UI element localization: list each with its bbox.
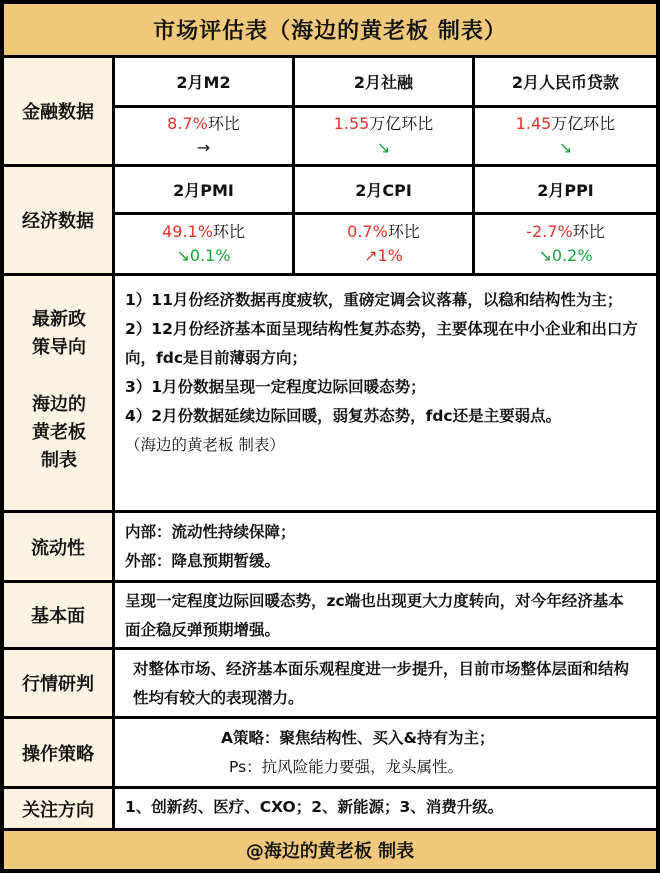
policy-note: （海边的黄老板 制表） — [125, 436, 285, 454]
financial-label: 金融数据 — [22, 102, 94, 123]
economic-value-pmi — [115, 215, 292, 273]
focus-text: 1、创新药、医疗、CXO；2、新能源；3、消费升级。 — [125, 798, 504, 816]
financial-value-m2 — [115, 108, 292, 164]
fundamentals-text: 呈现一定程度边际回暖态势，zc端也出现更大力度转向，对今年经济基本面企稳反弹预期增强。 — [125, 592, 624, 639]
fundamentals-label-cell: 基本面 — [4, 583, 112, 647]
value-suffix: 万亿环比 — [551, 114, 616, 133]
value-suffix: 环比 — [207, 114, 240, 133]
market-content-cell — [115, 650, 656, 716]
financial-value-rmb-loans — [475, 108, 656, 164]
economic-header-ppi: 2月PPI — [475, 167, 656, 212]
policy-line-1: 1）11月份经济数据再度疲软，重磅定调会议落幕，以稳和结构性为主； — [125, 291, 623, 309]
financial-header-rmb-loans: 2月人民币贷款 — [475, 58, 656, 105]
trend-down-icon: ↘ — [558, 138, 573, 157]
policy-line-3: 3）1月份数据呈现一定程度边际回暖态势； — [125, 378, 426, 396]
value-number: 49.1% — [162, 222, 213, 241]
liquidity-external: 外部：降息预期暂缓。 — [125, 552, 281, 570]
trend-down-icon: ↘ — [376, 138, 391, 157]
focus-content-cell — [115, 789, 656, 828]
policy-label-cell — [4, 276, 112, 510]
trend-down-icon: ↘ — [538, 246, 552, 265]
economic-header-pmi: 2月PMI — [115, 167, 292, 212]
financial-value-social-financing — [295, 108, 472, 164]
title-text: 市场评估表（海边的黄老板 制表） — [153, 19, 507, 44]
table-title — [4, 4, 656, 55]
trend-text: 1% — [377, 246, 403, 265]
economic-value-ppi — [475, 215, 656, 273]
policy-content-cell — [115, 276, 656, 510]
focus-label-cell: 关注方向 — [4, 789, 112, 828]
value-suffix: 环比 — [572, 222, 605, 241]
financial-header-m2: 2月M2 — [115, 58, 292, 105]
trend-down-icon: ↘ — [176, 246, 190, 265]
trend-flat-icon: → — [196, 138, 211, 157]
value-suffix: 万亿环比 — [369, 114, 434, 133]
liquidity-internal: 内部：流动性持续保障； — [125, 523, 296, 541]
economic-header-cpi: 2月CPI — [295, 167, 472, 212]
trend-text: 0.1% — [189, 246, 231, 265]
value-number: 0.7% — [347, 222, 388, 241]
economic-value-cpi — [295, 215, 472, 273]
policy-line-2: 2）12月份经济基本面呈现结构性复苏态势，主要体现在中小企业和出口方向，fdc是目前薄弱方向； — [125, 320, 638, 367]
value-number: 8.7% — [167, 114, 208, 133]
fundamentals-content-cell — [115, 583, 656, 647]
policy-line-4: 4）2月份数据延续边际回暖，弱复苏态势，fdc还是主要弱点。 — [125, 407, 562, 425]
value-number: 1.45 — [515, 114, 552, 133]
financial-header-social-financing: 2月社融 — [295, 58, 472, 105]
market-label-cell: 行情研判 — [4, 650, 112, 716]
strategy-line-2: Ps：抗风险能力要强，龙头属性。 — [229, 758, 464, 776]
strategy-content-cell — [115, 719, 656, 786]
value-suffix: 环比 — [212, 222, 245, 241]
footer-text: @海边的黄老板 制表 — [245, 841, 415, 862]
value-number: -2.7% — [526, 222, 573, 241]
financial-label-cell — [4, 58, 112, 164]
economic-label: 经济数据 — [22, 211, 94, 232]
table-footer — [4, 831, 656, 869]
policy-label: 最新政策导向 — [32, 309, 86, 358]
strategy-label-cell: 操作策略 — [4, 719, 112, 786]
trend-text: 0.2% — [551, 246, 593, 265]
liquidity-label-cell: 流动性 — [4, 513, 112, 580]
value-suffix: 环比 — [387, 222, 420, 241]
maker-label: 海边的黄老板制表 — [32, 394, 86, 471]
liquidity-content-cell — [115, 513, 656, 580]
market-text: 对整体市场、经济基本面乐观程度进一步提升，目前市场整体层面和结构性均有较大的表现潜力。 — [133, 660, 630, 707]
assessment-table — [4, 4, 656, 869]
economic-label-cell — [4, 167, 112, 273]
strategy-line-1: A策略：聚焦结构性、买入&持有为主； — [221, 729, 495, 747]
value-number: 1.55 — [333, 114, 370, 133]
trend-up-icon: ↗ — [364, 246, 378, 265]
